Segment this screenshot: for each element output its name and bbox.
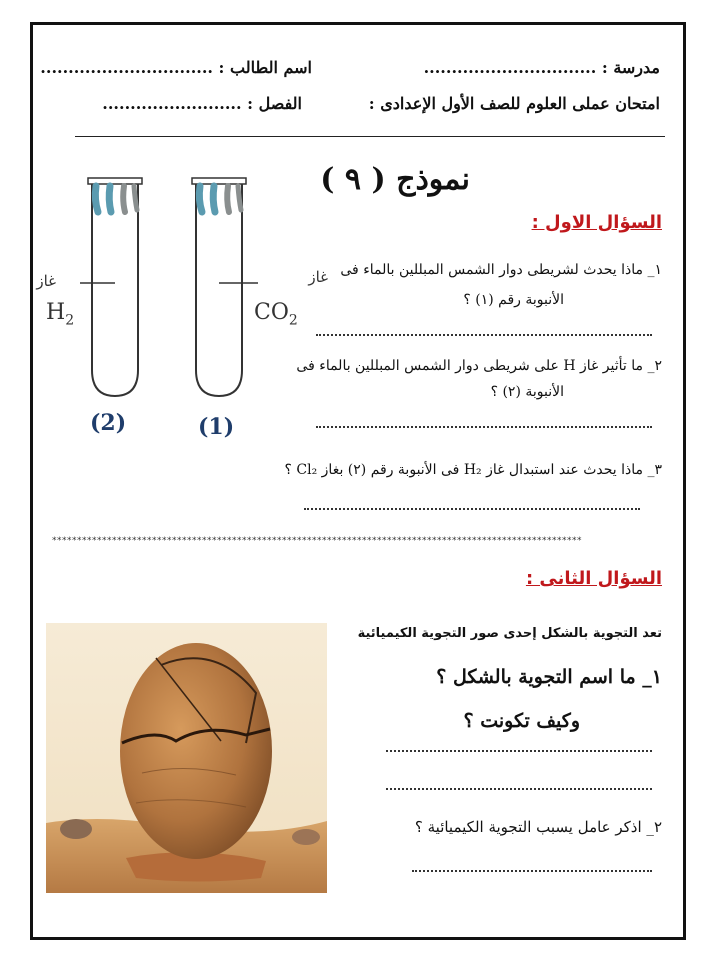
school-field: مدرسة : ............................... bbox=[423, 58, 660, 77]
q1-item-1-line-1: ١_ ماذا يحدث لشريطى دوار الشمس المبللين بالماء فى bbox=[340, 262, 662, 278]
q2-item-1-answer-line-1 bbox=[386, 750, 652, 752]
litmus-strip-blue bbox=[95, 186, 98, 212]
question-1-heading: السؤال الاول : bbox=[531, 212, 662, 233]
header-divider bbox=[75, 136, 665, 137]
litmus-strip-blue bbox=[199, 186, 202, 212]
q2-intro: تعد التجوية بالشكل إحدى صور التجوية الكيميائية bbox=[357, 626, 662, 641]
q1-item-2-answer-line bbox=[316, 426, 652, 428]
q2-item-1-line-1: ١_ ما اسم التجوية بالشكل ؟ bbox=[436, 666, 662, 688]
student-name-field: اسم الطالب : ............................... bbox=[40, 58, 312, 77]
q2-item-1-line-2: وكيف تكونت ؟ bbox=[463, 710, 580, 732]
test-tube-2 bbox=[80, 178, 142, 396]
litmus-strip-gray bbox=[134, 186, 137, 210]
q1-item-1-line-2: الأنبوبة رقم (١) ؟ bbox=[463, 292, 564, 308]
question-2-heading: السؤال الثانى : bbox=[525, 568, 662, 589]
tube-1-label: (1) bbox=[198, 414, 235, 440]
litmus-strip-blue bbox=[109, 186, 111, 212]
class-field: الفصل : ......................... bbox=[102, 94, 302, 113]
tube-2-formula: $H_2$ bbox=[46, 300, 75, 329]
section-separator: ********************************************************************************************************** bbox=[52, 536, 582, 546]
test-tubes-diagram bbox=[80, 170, 260, 410]
q2-item-1-answer-line-2 bbox=[386, 788, 652, 790]
weathered-rock-photo bbox=[46, 623, 327, 893]
tube-2-gas-word: غاز bbox=[36, 272, 56, 290]
exam-title: امتحان عملى العلوم للصف الأول الإعدادى : bbox=[368, 94, 660, 113]
litmus-strip-gray bbox=[238, 186, 241, 210]
model-title: نموذج ( ٩ ) bbox=[320, 162, 470, 197]
test-tube-1 bbox=[192, 178, 258, 396]
q1-item-2-line-1: ٢_ ما تأثير غاز H على شريطى دوار الشمس المبللين بالماء فى bbox=[296, 358, 662, 374]
litmus-strip-gray bbox=[123, 186, 125, 212]
q1-item-3: ٣_ ماذا يحدث عند استبدال غاز H₂ فى الأنبوبة رقم (٢) بغاز Cl₂ ؟ bbox=[284, 462, 662, 478]
q2-item-2: ٢_ اذكر عامل يسبب التجوية الكيميائية ؟ bbox=[414, 818, 662, 836]
litmus-strip-gray bbox=[227, 186, 229, 212]
tube-2-label: (2) bbox=[90, 410, 127, 436]
litmus-strip-blue bbox=[213, 186, 215, 212]
tube-1-gas-word: غاز bbox=[308, 268, 328, 286]
q1-item-1-answer-line bbox=[316, 334, 652, 336]
q1-item-2-line-2: الأنبوبة (٢) ؟ bbox=[490, 384, 564, 400]
q1-item-3-answer-line bbox=[304, 508, 640, 510]
tube-1-formula: $CO_2$ bbox=[254, 300, 298, 329]
q2-item-2-answer-line bbox=[412, 870, 652, 872]
